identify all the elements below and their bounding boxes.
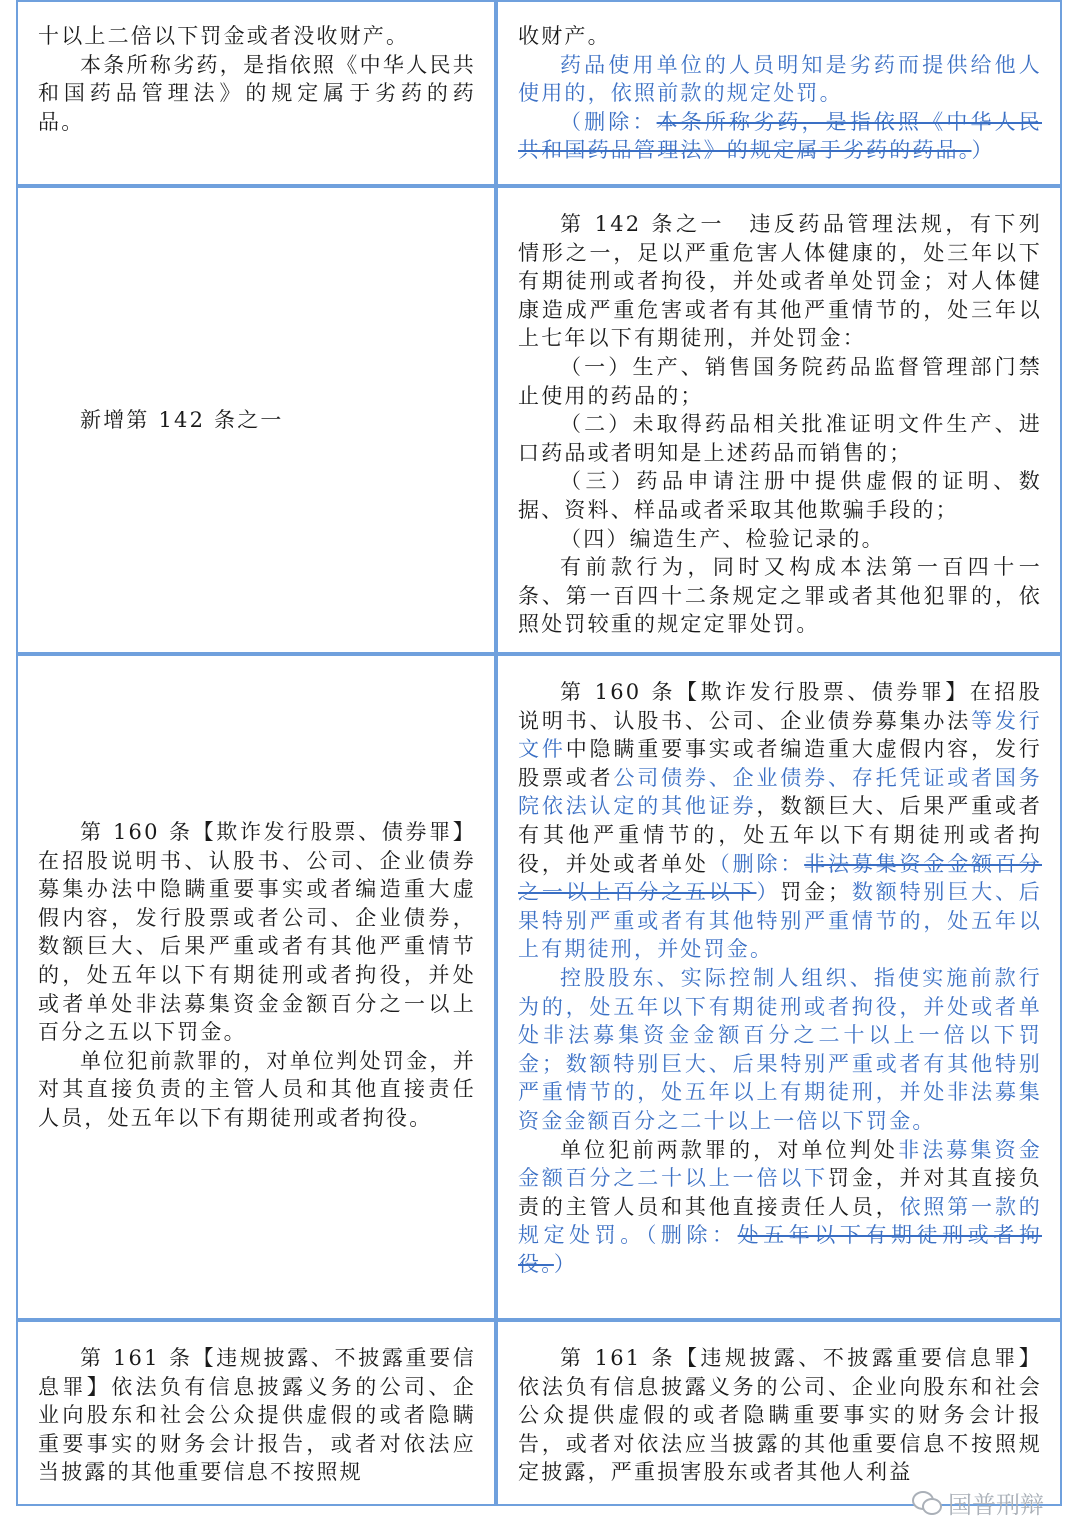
paragraph: 收财产。 (518, 24, 611, 48)
list-item: （一）生产、销售国务院药品监督管理部门禁止使用的药品的； (518, 354, 1042, 408)
deletion-marker: （删除： (560, 109, 657, 134)
deletion-marker: ） (756, 880, 781, 905)
paragraph: 单位犯前款罪的，对单位判处罚金，并对其直接负责的主管人员和其他直接责任人员，处五年以下有期徒刑或者拘役。 (38, 1048, 476, 1130)
new-text-cell (496, 1320, 1062, 1506)
new-text-cell (496, 186, 1062, 654)
list-item: （三）药品申请注册中提供虚假的证明、数据、资料、样品或者采取其他欺骗手段的； (518, 469, 1042, 522)
deletion-marker: ） (971, 138, 995, 163)
added-text: 公司债券、企业债券、存托凭证或者国务院依法认定的其他证券 (518, 765, 1042, 819)
watermark (912, 1485, 1044, 1520)
watermark-text: 国普刑辩 (948, 1491, 1044, 1519)
added-text: 数额特别巨大、后果特别严重或者有其他特别严重情节的，处五年以上有期徒刑，并处罚金。 (518, 880, 1043, 962)
old-text-cell (16, 186, 496, 654)
deleted-paragraph (518, 108, 1042, 165)
text-run: 中隐瞒重要事实或者编造重大虚假内容，发行股票或者 (518, 737, 1043, 790)
added-text: 等发行文件 (518, 708, 1042, 762)
paragraph (518, 1136, 1042, 1279)
paragraph: 第 161 条【违规披露、不披露重要信息罪】依法负有信息披露义务的公司、企业向股东和社会公众提供虚假的或者隐瞒重要事实的财务会计报告，或者对依法应当披露的其他重要信息不按照规 (38, 1346, 476, 1485)
text-run: 罚金，并对其直接负责的主管人员和其他直接责任人员， (518, 1166, 1042, 1219)
text-run: 第 160 条【欺诈发行股票、债券罪】在招股说明书、认股书、公司、企业债券募集办法 (518, 680, 1042, 733)
table-row (16, 0, 1062, 186)
added-text: 依照第一款的规定处罚。（删除： (518, 1194, 1042, 1248)
list-item: （二）未取得药品相关批准证明文件生产、进口药品或者明知是上述药品而销售的； (518, 412, 1042, 465)
new-text-cell (496, 0, 1062, 186)
paragraph (518, 678, 1042, 964)
text-run: ，数额巨大、后果严重或者有其他严重情节的，处五年以下有期徒刑或者拘役，并处或者单处 (518, 794, 1043, 876)
deletion-marker: （删除： (708, 851, 805, 876)
table-row (16, 1320, 1062, 1506)
struck-text: 处五年以下有期徒刑或者拘役。 (518, 1223, 1042, 1276)
paragraph: 有前款行为，同时又构成本法第一百四十一条、第一百四十二条规定之罪或者其他犯罪的，依照处罚较重的规定定罪处罚。 (518, 555, 1042, 637)
paragraph: 第 160 条【欺诈发行股票、债券罪】在招股说明书、认股书、公司、企业债券募集办法中隐瞒重要事实或者编造重大虚假内容，发行股票或者公司、企业债券，数额巨大、后果严重或者有其他严重情节的，处五年以下有期徒刑或者拘役，并处或者单处非法募集资金金额百分之一以上百分之五以下罚金。 (38, 820, 476, 1045)
list-item: （四）编造生产、检验记录的。 (560, 526, 885, 551)
struck-text: 本条所称劣药，是指依照《中华人民共和国药品管理法》的规定属于劣药的药品。 (518, 109, 1042, 163)
paragraph: 十以上二倍以下罚金或者没收财产。 (38, 24, 410, 48)
struck-text: 非法募集资金金额百分之一以上百分之五以下 (518, 851, 1042, 905)
table-row (16, 654, 1062, 1320)
text-run: 单位犯前两款罪的，对单位判处 (560, 1137, 899, 1162)
added-paragraph: 药品使用单位的人员明知是劣药而提供给他人使用的，依照前款的规定处罚。 (518, 52, 1042, 106)
paragraph: 第 142 条之一 违反药品管理法规，有下列情形之一，足以严重危害人体健康的，处三年以下有期徒刑或者拘役，并处或者单处罚金；对人体健康造成严重危害或者有其他严重情节的，处三年以上七年以下有期徒刑，并处罚金： (518, 212, 1042, 351)
paragraph: 本条所称劣药，是指依照《中华人民共和国药品管理法》的规定属于劣药的药品。 (38, 52, 476, 134)
added-paragraph: 控股股东、实际控制人组织、指使实施前款行为的，处五年以下有期徒刑或者拘役，并处或者单处非法募集资金金额百分之二十以上一倍以下罚金；数额特别巨大、后果特别严重或者有其他特别严重情节的，处五年以上有期徒刑，并处非法募集资金金额百分之二十以上一倍以下罚金。 (518, 965, 1042, 1133)
row-title: 新增第 142 条之一 (80, 408, 284, 432)
text-run: 罚金； (780, 880, 852, 905)
comparison-table (16, 0, 1062, 1506)
deletion-marker: ） (553, 1251, 578, 1276)
old-text-cell (16, 0, 496, 186)
wechat-icon (912, 1491, 942, 1515)
old-text-cell (16, 654, 496, 1320)
added-text: 非法募集资金金额百分之二十以上一倍以下 (518, 1137, 1042, 1191)
old-text-cell (16, 1320, 496, 1506)
table-row (16, 186, 1062, 654)
paragraph: 第 161 条【违规披露、不披露重要信息罪】依法负有信息披露义务的公司、企业向股东和社会公众提供虚假的或者隐瞒重要事实的财务会计报告，或者对依法应当披露的其他重要信息不按照规定披露，严重损害股东或者其他人利益 (518, 1346, 1042, 1485)
new-text-cell (496, 654, 1062, 1320)
